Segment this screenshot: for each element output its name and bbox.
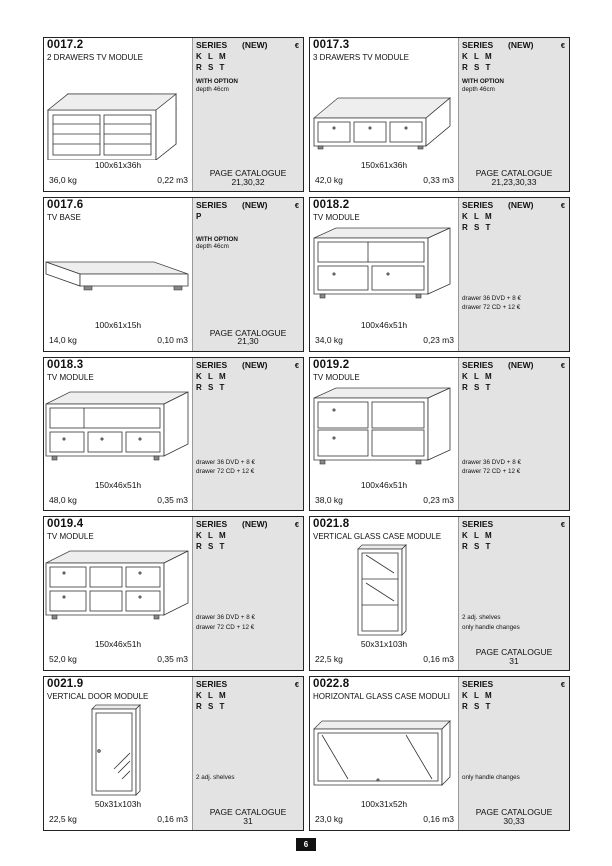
series-codes: R S T (196, 382, 227, 392)
product-card (309, 37, 570, 192)
product-name: TV MODULE (47, 532, 94, 542)
tv-base-icon (44, 224, 192, 320)
product-code: 0019.4 (47, 518, 84, 531)
euro-icon: € (560, 360, 565, 370)
product-name: HORIZONTAL GLASS CASE MODULI (313, 692, 450, 702)
vertical-door-icon (44, 703, 192, 799)
product-card (43, 197, 304, 352)
page-number: 6 (296, 838, 316, 851)
catalogue-label: PAGE CATALOGUE (475, 647, 553, 658)
series-label: SERIES (196, 359, 228, 370)
page-catalogue (193, 808, 303, 825)
product-info (44, 38, 192, 191)
series-label: SERIES (196, 199, 228, 210)
series-label: SERIES (462, 40, 494, 50)
product-name: 2 DRAWERS TV MODULE (47, 53, 144, 62)
weight: 48,0 kg (49, 494, 77, 505)
product-info (310, 677, 458, 830)
volume: 0,33 m3 (423, 175, 454, 185)
notes (462, 458, 521, 477)
note-line: drawer 36 DVD + 8 € (462, 458, 521, 466)
product-card (43, 676, 304, 831)
dimensions: 150x61x36h (360, 160, 408, 170)
product-code: 0017.6 (47, 198, 84, 211)
notes (462, 294, 521, 313)
product-info (310, 38, 458, 191)
euro-icon: € (294, 520, 299, 530)
product-grid (43, 37, 570, 831)
euro-icon: € (294, 41, 299, 50)
product-info (44, 517, 192, 670)
page-catalogue (193, 169, 303, 186)
series-label: SERIES (196, 679, 228, 690)
note-line: drawer 72 CD + 12 € (196, 623, 255, 631)
series-panel (458, 358, 569, 511)
catalogue-pages: 21,30,32 (231, 176, 265, 187)
new-badge: (NEW) (508, 359, 534, 370)
option-label: WITH OPTION (196, 78, 238, 85)
weight: 22,5 kg (315, 654, 343, 665)
note-line: drawer 36 DVD + 8 € (196, 458, 255, 466)
product-code: 0017.2 (47, 39, 84, 51)
series-codes: P (196, 211, 204, 221)
vertical-glass-case-icon (310, 543, 458, 639)
product-card (43, 357, 304, 512)
note-line: only handle changes (462, 623, 520, 631)
catalogue-label: PAGE CATALOGUE (209, 807, 287, 818)
option-label: WITH OPTION (196, 235, 238, 243)
euro-icon: € (294, 200, 299, 210)
series-codes: R S T (196, 702, 227, 712)
series-label: SERIES (462, 679, 494, 690)
weight: 36,0 kg (49, 175, 77, 185)
product-info (44, 677, 192, 830)
catalogue-pages: 31 (243, 815, 253, 826)
series-label: SERIES (462, 359, 494, 370)
series-codes: R S T (462, 382, 493, 392)
product-name: VERTICAL DOOR MODULE (47, 692, 149, 702)
series-codes: K L M (462, 691, 494, 701)
tv-module-3-drawers-icon (310, 64, 458, 160)
option-value: depth 46cm (462, 85, 495, 93)
product-card (309, 197, 570, 352)
euro-icon: € (560, 520, 565, 530)
new-badge: (NEW) (242, 519, 268, 530)
note-line: drawer 72 CD + 12 € (462, 304, 521, 312)
series-panel (458, 38, 569, 191)
new-badge: (NEW) (242, 359, 268, 370)
series-panel (458, 198, 569, 351)
product-code: 0021.8 (313, 518, 350, 531)
dimensions: 50x31x103h (94, 799, 142, 810)
series-codes: K L M (196, 531, 228, 541)
weight: 22,5 kg (49, 814, 77, 825)
new-badge: (NEW) (508, 199, 534, 210)
series-panel (192, 677, 303, 830)
product-code: 0022.8 (313, 678, 350, 691)
note-line: drawer 36 DVD + 8 € (196, 614, 255, 622)
catalogue-label: PAGE CATALOGUE (475, 807, 553, 818)
product-name: TV MODULE (313, 372, 360, 382)
euro-icon: € (560, 200, 565, 210)
option-value: depth 46cm (196, 85, 229, 93)
weight: 34,0 kg (315, 334, 343, 345)
dimensions: 100x61x15h (94, 319, 142, 330)
note-line: only handle changes (462, 774, 520, 782)
series-panel (192, 198, 303, 351)
tv-module-side-drawers-icon (310, 384, 458, 480)
new-badge: (NEW) (242, 199, 268, 210)
notes (462, 613, 520, 632)
weight: 52,0 kg (49, 654, 77, 665)
euro-icon: € (560, 680, 565, 690)
volume: 0,16 m3 (423, 814, 454, 825)
note-line: drawer 36 DVD + 8 € (462, 294, 521, 302)
series-codes: R S T (196, 542, 227, 552)
option-value: depth 46cm (196, 243, 229, 251)
volume: 0,35 m3 (157, 494, 188, 505)
tv-module-3-drawers-shelf-icon (44, 384, 192, 480)
euro-icon: € (294, 680, 299, 690)
product-code: 0019.2 (313, 358, 350, 371)
new-badge: (NEW) (508, 40, 534, 50)
euro-icon: € (294, 360, 299, 370)
series-codes: R S T (462, 222, 493, 232)
weight: 14,0 kg (49, 334, 77, 345)
series-panel (192, 358, 303, 511)
series-codes: K L M (196, 371, 228, 381)
dimensions: 100x46x51h (360, 479, 408, 490)
weight: 38,0 kg (315, 494, 343, 505)
product-code: 0021.9 (47, 678, 84, 691)
volume: 0,35 m3 (157, 654, 188, 665)
series-codes: R S T (196, 63, 227, 72)
weight: 23,0 kg (315, 814, 343, 825)
note-line: drawer 72 CD + 12 € (196, 468, 255, 476)
notes (196, 613, 255, 632)
series-codes: R S T (462, 63, 493, 72)
product-code: 0018.3 (47, 358, 84, 371)
product-code: 0017.3 (313, 39, 350, 51)
product-name: TV MODULE (47, 372, 94, 382)
option-label: WITH OPTION (462, 78, 504, 85)
product-info (310, 198, 458, 351)
product-card (43, 37, 304, 192)
product-card (309, 676, 570, 831)
volume: 0,16 m3 (423, 654, 454, 665)
note-line: 2 adj. shelves (196, 774, 235, 782)
series-label: SERIES (196, 40, 228, 50)
dimensions: 150x46x51h (94, 479, 142, 490)
series-label: SERIES (196, 519, 228, 530)
product-info (44, 358, 192, 511)
page-catalogue (459, 169, 569, 186)
dimensions: 100x31x52h (360, 799, 408, 810)
volume: 0,23 m3 (423, 334, 454, 345)
catalogue-label: PAGE CATALOGUE (209, 327, 287, 338)
tv-module-4-drawers-icon (44, 543, 192, 639)
product-name: 3 DRAWERS TV MODULE (313, 53, 410, 62)
horizontal-glass-case-icon (310, 703, 458, 799)
note-line: 2 adj. shelves (462, 614, 501, 622)
series-panel (192, 517, 303, 670)
dimensions: 100x61x36h (94, 160, 142, 170)
new-badge: (NEW) (242, 40, 268, 50)
dimensions: 100x46x51h (360, 319, 408, 330)
series-codes: R S T (462, 702, 493, 712)
page-catalogue (459, 648, 569, 665)
series-codes: K L M (462, 531, 494, 541)
series-panel (458, 677, 569, 830)
dimensions: 50x31x103h (360, 639, 408, 650)
catalogue-label: PAGE CATALOGUE (475, 168, 553, 178)
volume: 0,10 m3 (157, 334, 188, 345)
product-info (44, 198, 192, 351)
series-label: SERIES (462, 519, 494, 530)
volume: 0,16 m3 (157, 814, 188, 825)
series-codes: K L M (462, 211, 494, 221)
product-name: TV MODULE (313, 212, 360, 222)
series-panel (458, 517, 569, 670)
notes (462, 773, 520, 783)
catalogue-pages: 21,23,30,33 (491, 176, 537, 187)
catalogue-pages: 21,30 (237, 336, 259, 347)
catalogue-pages: 31 (509, 655, 519, 666)
product-card (43, 516, 304, 671)
weight: 42,0 kg (315, 175, 343, 185)
page-catalogue (459, 808, 569, 825)
product-info (310, 517, 458, 670)
product-name: VERTICAL GLASS CASE MODULE (313, 532, 442, 542)
product-code: 0018.2 (313, 198, 350, 211)
tv-module-2-drawers-shelf-icon (310, 224, 458, 320)
series-codes: K L M (462, 52, 494, 61)
series-panel (192, 38, 303, 191)
dimensions: 150x46x51h (94, 639, 142, 650)
catalogue-label: PAGE CATALOGUE (209, 168, 287, 178)
series-codes: K L M (462, 371, 494, 381)
series-label: SERIES (462, 199, 494, 210)
notes (196, 458, 255, 477)
product-card (309, 516, 570, 671)
notes (196, 773, 235, 783)
product-name: TV BASE (47, 212, 81, 222)
series-codes: K L M (196, 691, 228, 701)
volume: 0,22 m3 (157, 175, 188, 185)
note-line: drawer 72 CD + 12 € (462, 468, 521, 476)
product-card (309, 357, 570, 512)
series-codes: K L M (196, 52, 228, 61)
catalogue-pages: 30,33 (503, 815, 525, 826)
series-codes: R S T (462, 542, 493, 552)
tv-module-2-drawers-icon (44, 64, 192, 160)
product-info (310, 358, 458, 511)
euro-icon: € (560, 41, 565, 50)
volume: 0,23 m3 (423, 494, 454, 505)
page-catalogue (193, 329, 303, 346)
